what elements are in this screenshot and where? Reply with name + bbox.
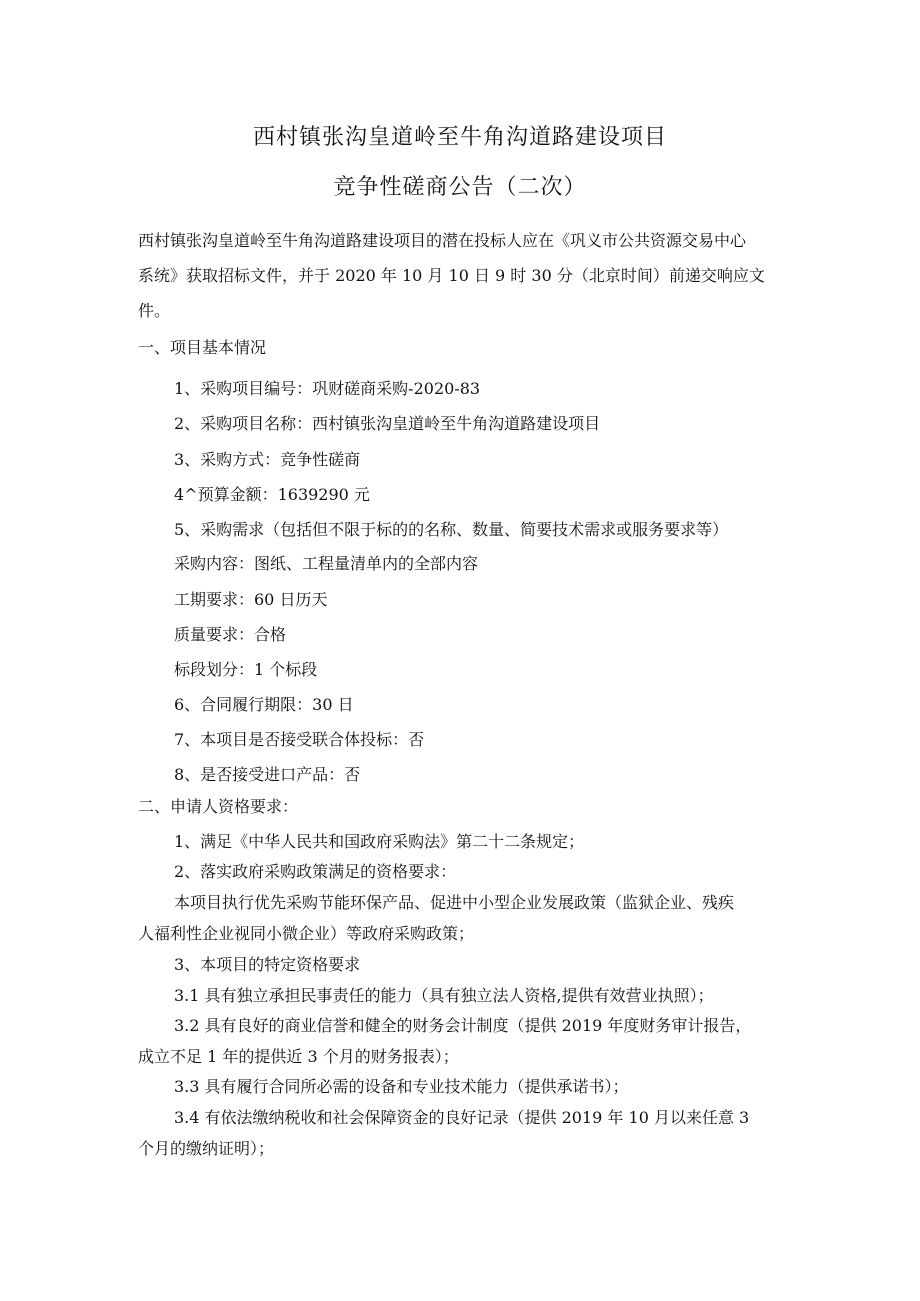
list-item: 4^预算金额：1639290 元 [174,485,370,504]
intro-line: 件。 [138,301,171,320]
list-item: 人福利性企业视同小微企业）等政府采购政策； [138,924,475,943]
section-heading: 一、项目基本情况 [138,338,267,357]
list-item: 8、是否接受进口产品：否 [174,765,361,784]
list-item: 6、合同履行期限：30 日 [174,695,354,714]
list-item: 5、采购需求（包括但不限于标的的名称、数量、简要技术需求或服务要求等） [174,520,729,539]
list-item: 标段划分：1 个标段 [174,660,318,679]
list-item: 7、本项目是否接受联合体投标：否 [174,730,425,749]
list-item: 个月的缴纳证明）； [138,1139,275,1158]
intro-line: 西村镇张沟皇道岭至牛角沟道路建设项目的潜在投标人应在《巩义市公共资源交易中心 [138,231,747,250]
list-item: 2、采购项目名称：西村镇张沟皇道岭至牛角沟道路建设项目 [174,414,601,433]
list-item: 1、满足《中华人民共和国政府采购法》第二十二条规定； [174,832,585,851]
list-item: 3.3 具有履行合同所必需的设备和专业技术能力（提供承诺书）； [174,1077,629,1096]
list-item: 质量要求：合格 [174,625,287,644]
document-title-line1: 西村镇张沟皇道岭至牛角沟道路建设项目 [252,125,667,150]
list-item: 3.1 具有独立承担民事责任的能力（具有独立法人资格,提供有效营业执照）； [174,986,714,1005]
list-item: 成立不足 1 年的提供近 3 个月的财务报表）； [138,1047,459,1066]
section-heading: 二、申请人资格要求： [138,797,299,816]
list-item: 3.2 具有良好的商业信誉和健全的财务会计制度（提供 2019 年度财务审计报告， [174,1016,752,1035]
list-item: 3、采购方式：竞争性磋商 [174,450,361,469]
list-item: 2、落实政府采购政策满足的资格要求： [174,862,457,881]
list-item: 3.4 有依法缴纳税收和社会保障资金的良好记录（提供 2019 年 10 月以来任意 3 [174,1108,750,1127]
list-item: 采购内容：图纸、工程量清单内的全部内容 [174,554,479,573]
list-item: 1、采购项目编号：巩财磋商采购-2020-83 [174,379,481,398]
intro-line: 系统》获取招标文件，并于 2020 年 10 月 10 日 9 时 30 分（北京时间）前递交响应文 [138,266,765,285]
list-item: 工期要求：60 日历天 [174,590,328,609]
list-item: 3、本项目的特定资格要求 [174,955,361,974]
list-item: 本项目执行优先采购节能环保产品、促进中小型企业发展政策（监狱企业、残疾 [174,893,735,912]
document-title-line2: 竞争性磋商公告（二次） [333,175,587,200]
